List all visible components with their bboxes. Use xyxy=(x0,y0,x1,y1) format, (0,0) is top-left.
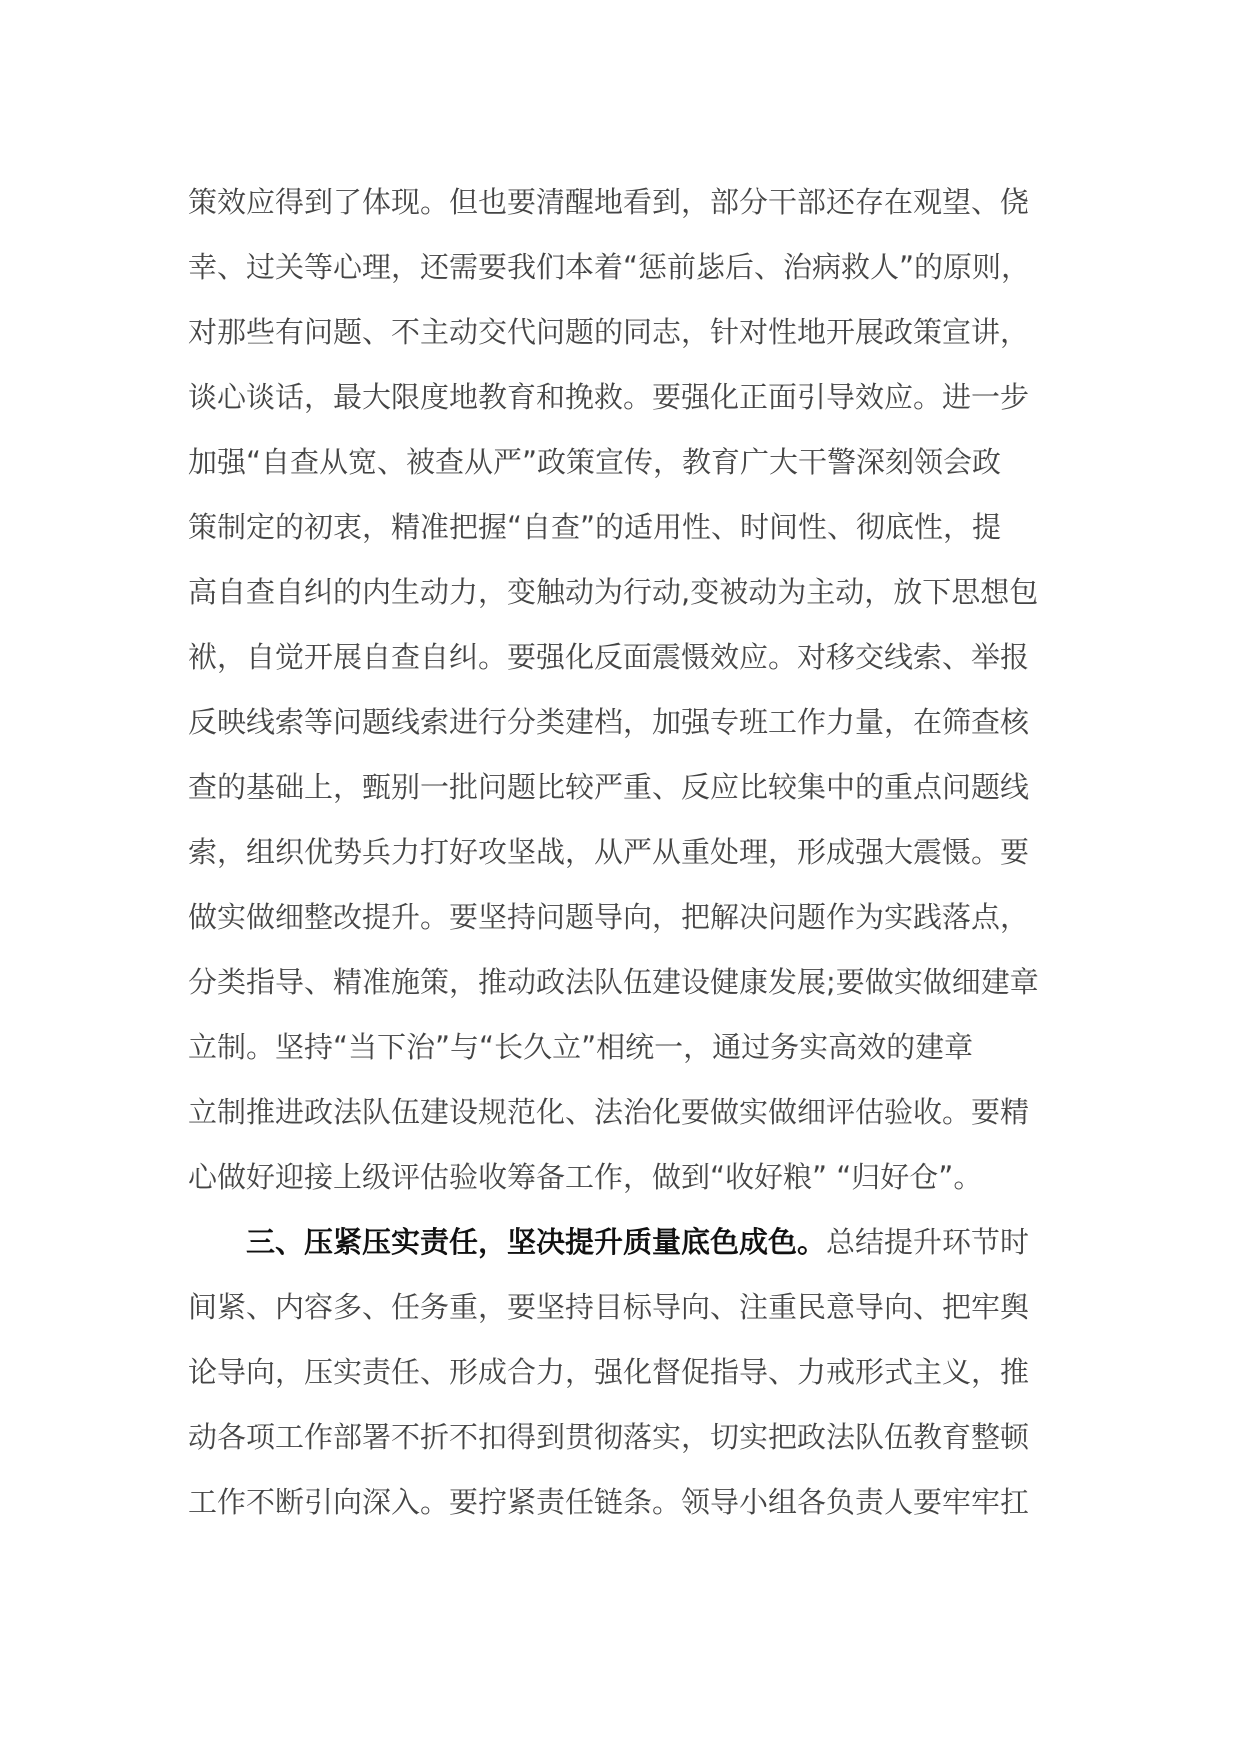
text-line: 间紧、内容多、任务重，要坚持目标导向、注重民意导向、把牢舆 xyxy=(188,1290,1030,1324)
text-line: 策效应得到了体现。但也要清醒地看到，部分干部还存在观望、侥 xyxy=(188,185,1030,219)
text-line: 做实做细整改提升。要坚持问题导向，把解决问题作为实践落点， xyxy=(188,900,1030,934)
text-line: 心做好迎接上级评估验收筹备工作，做到“收好粮” “归好仓”。 xyxy=(188,1160,983,1194)
text-line: 工作不断引向深入。要拧紧责任链条。领导小组各负责人要牢牢扛 xyxy=(188,1485,1030,1519)
text-line: 分类指导、精准施策，推动政法队伍建设健康发展;要做实做细建章 xyxy=(188,965,1039,999)
text-line: 对那些有问题、不主动交代问题的同志，针对性地开展政策宣讲， xyxy=(188,315,1030,349)
text-line: 查的基础上，甄别一批问题比较严重、反应比较集中的重点问题线 xyxy=(188,770,1030,804)
body-text xyxy=(188,170,1068,1535)
text-line: 索，组织优势兵力打好攻坚战，从严从重处理，形成强大震慑。要 xyxy=(188,835,1030,869)
text-line: 论导向，压实责任、形成合力，强化督促指导、力戒形式主义，推 xyxy=(188,1355,1030,1389)
section-3-lead-text: 总结提升环节时 xyxy=(826,1225,1030,1259)
text-line: 动各项工作部署不折不扣得到贯彻落实，切实把政法队伍教育整顿 xyxy=(188,1420,1030,1454)
text-line: 反映线索等问题线索进行分类建档，加强专班工作力量，在筛查核 xyxy=(188,705,1030,739)
text-line: 立制推进政法队伍建设规范化、法治化要做实做细评估验收。要精 xyxy=(188,1095,1030,1129)
text-line: 袱，自觉开展自查自纠。要强化反面震慑效应。对移交线索、举报 xyxy=(188,640,1030,674)
text-line: 幸、过关等心理，还需要我们本着“惩前毖后、治病救人”的原则， xyxy=(188,250,1031,284)
section-3-first-line xyxy=(188,1210,1068,1275)
text-line: 策制定的初衷，精准把握“自查”的适用性、时间性、彻底性，提 xyxy=(188,510,1002,544)
text-line: 谈心谈话，最大限度地教育和挽救。要强化正面引导效应。进一步 xyxy=(188,380,1030,414)
text-line: 立制。坚持“当下治”与“长久立”相统一，通过务实高效的建章 xyxy=(188,1030,974,1064)
text-line: 加强“自查从宽、被查从严”政策宣传，教育广大干警深刻领会政 xyxy=(188,445,1002,479)
text-line: 高自查自纠的内生动力，变触动为行动,变被动为主动，放下思想包 xyxy=(188,575,1039,609)
section-3-heading: 三、压紧压实责任，坚决提升质量底色成色。 xyxy=(246,1225,827,1259)
